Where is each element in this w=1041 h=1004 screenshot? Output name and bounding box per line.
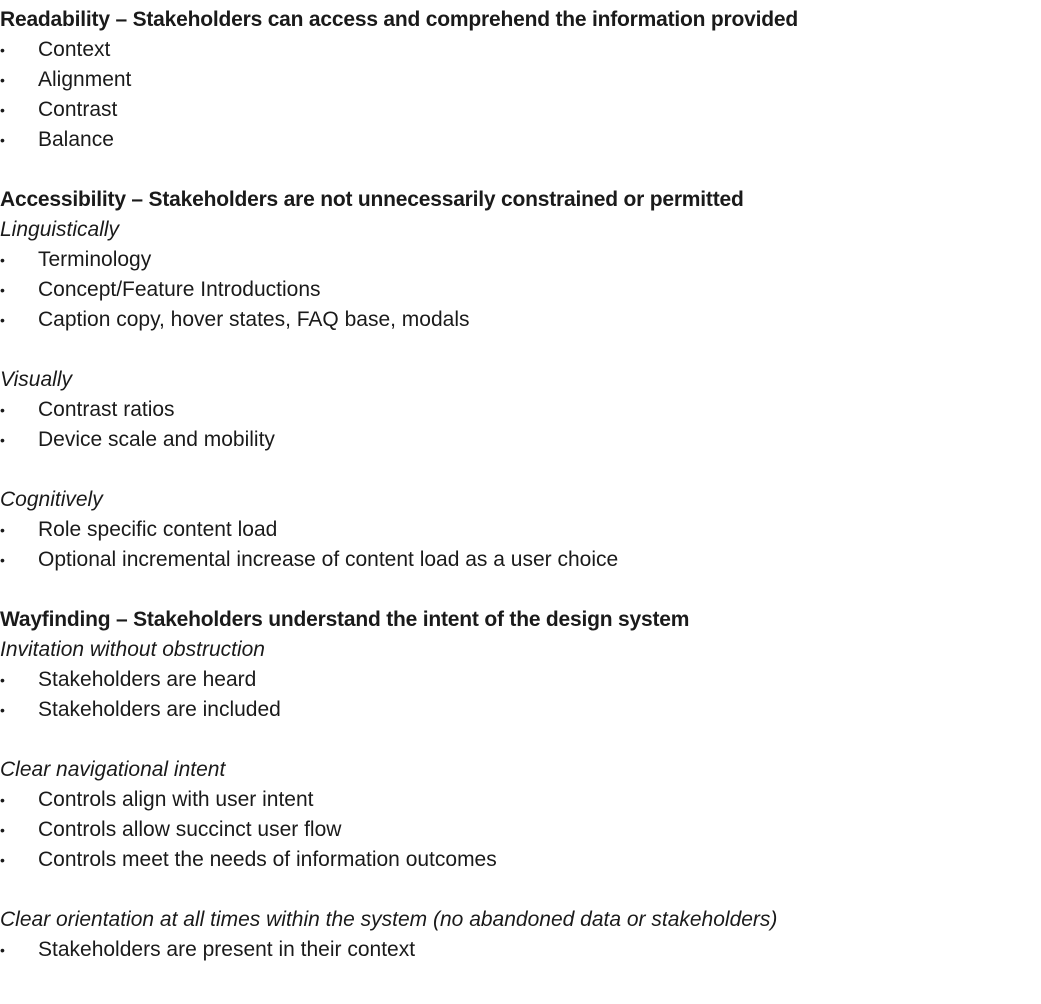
- bullet-icon: •: [0, 312, 5, 328]
- list-item-text: Contrast: [38, 98, 118, 121]
- section-2: [0, 155, 1041, 575]
- list-item-text: Balance: [38, 128, 114, 151]
- section-spacer: [0, 575, 1041, 605]
- list-item-text: Caption copy, hover states, FAQ base, modals: [38, 308, 470, 331]
- list-item-text: Concept/Feature Introductions: [38, 278, 321, 301]
- list-item-text: Stakeholders are heard: [38, 668, 257, 691]
- bullet-icon: •: [0, 672, 5, 688]
- list-item: [0, 845, 1041, 875]
- list-item: [0, 785, 1041, 815]
- group-subheading: Cognitively: [0, 488, 103, 511]
- list-item: [0, 65, 1041, 95]
- list-item: [0, 305, 1041, 335]
- list-item-text: Context: [38, 38, 111, 61]
- bullet-group: [0, 875, 1041, 965]
- list-item-text: Terminology: [38, 248, 152, 271]
- group-subheading: Clear orientation at all times within the system (no abandoned data or stakeholders): [0, 908, 778, 931]
- list-item: [0, 245, 1041, 275]
- bullet-group: [0, 335, 1041, 455]
- bullet-group: [0, 455, 1041, 575]
- bullet-icon: •: [0, 822, 5, 838]
- bullet-icon: •: [0, 942, 5, 958]
- group-subheading: Linguistically: [0, 218, 120, 241]
- list-item-text: Stakeholders are present in their context: [38, 938, 416, 961]
- bullet-icon: •: [0, 102, 5, 118]
- bullet-icon: •: [0, 42, 5, 58]
- section-spacer: [0, 155, 1041, 185]
- bullet-icon: •: [0, 132, 5, 148]
- group-subheading: Visually: [0, 368, 72, 391]
- section-heading: Readability – Stakeholders can access and comprehend the information provided: [0, 8, 798, 31]
- list-item-text: Device scale and mobility: [38, 428, 275, 451]
- bullet-icon: •: [0, 792, 5, 808]
- list-item: [0, 95, 1041, 125]
- bullet-icon: •: [0, 432, 5, 448]
- bullet-group: [0, 725, 1041, 875]
- list-item-text: Role specific content load: [38, 518, 278, 541]
- list-item: [0, 395, 1041, 425]
- list-item-text: Controls meet the needs of information outcomes: [38, 848, 497, 871]
- list-item: [0, 515, 1041, 545]
- section-1: [0, 5, 1041, 155]
- list-item-text: Controls align with user intent: [38, 788, 314, 811]
- section-heading: Wayfinding – Stakeholders understand the intent of the design system: [0, 608, 690, 631]
- bullet-icon: •: [0, 282, 5, 298]
- list-item-text: Stakeholders are included: [38, 698, 281, 721]
- bullet-group: [0, 215, 1041, 335]
- list-item: [0, 935, 1041, 965]
- list-item: [0, 545, 1041, 575]
- bullet-icon: •: [0, 702, 5, 718]
- section-3: [0, 575, 1041, 965]
- document: [0, 5, 1041, 965]
- bullet-icon: •: [0, 72, 5, 88]
- list-item-text: Controls allow succinct user flow: [38, 818, 342, 841]
- list-item: [0, 815, 1041, 845]
- section-heading: Accessibility – Stakeholders are not unnecessarily constrained or permitted: [0, 188, 744, 211]
- bullet-icon: •: [0, 852, 5, 868]
- bullet-group: [0, 35, 1041, 155]
- list-item: [0, 35, 1041, 65]
- bullet-group: [0, 635, 1041, 725]
- list-item-text: Alignment: [38, 68, 132, 91]
- bullet-icon: •: [0, 402, 5, 418]
- bullet-icon: •: [0, 522, 5, 538]
- group-spacer: [0, 455, 1041, 485]
- group-spacer: [0, 335, 1041, 365]
- list-item: [0, 275, 1041, 305]
- list-item: [0, 695, 1041, 725]
- list-item: [0, 125, 1041, 155]
- list-item: [0, 425, 1041, 455]
- list-item-text: Contrast ratios: [38, 398, 175, 421]
- group-spacer: [0, 875, 1041, 905]
- group-spacer: [0, 725, 1041, 755]
- list-item-text: Optional incremental increase of content load as a user choice: [38, 548, 619, 571]
- group-subheading: Clear navigational intent: [0, 758, 226, 781]
- bullet-icon: •: [0, 552, 5, 568]
- group-subheading: Invitation without obstruction: [0, 638, 265, 661]
- list-item: [0, 665, 1041, 695]
- bullet-icon: •: [0, 252, 5, 268]
